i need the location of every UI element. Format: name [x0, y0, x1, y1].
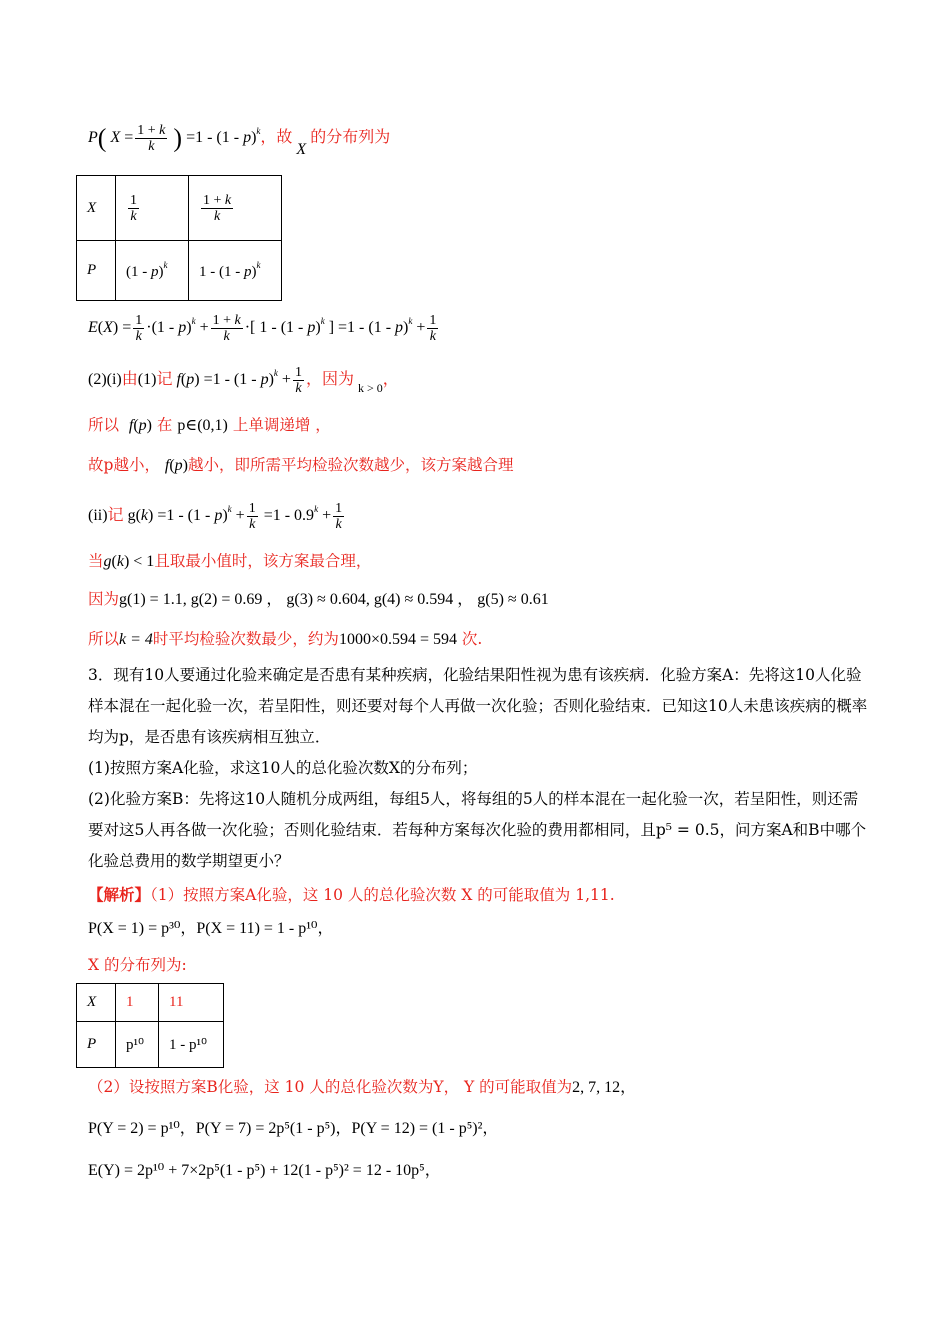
- prob-formula-line: P( X = $\frac{1 + k}{k}$ ) =1 - (1 - p)$^k$，故 X 的分布列为: [88, 122, 391, 158]
- cond-tail-text: 且取最小值时，该方案最合理，: [154, 552, 372, 570]
- expectation-line: E(X) = $\frac{1}{k}$ ·(1 - p)$^k$ + $\frac{1 + k}{k}$ ·[ 1 - (1 - p)$^k$ ] =1 - (1 - p)$^k$ + $\frac{1}{k}$: [88, 312, 437, 344]
- table1-x-header: X: [77, 176, 116, 241]
- distribution-table-1: [76, 175, 282, 301]
- table2-prob-1: p¹⁰: [116, 1022, 159, 1068]
- conclusion-b: 时平均检验次数最少，约为: [152, 630, 339, 648]
- table1-cell-1-over-k: $\frac{1}{k}$: [130, 192, 137, 224]
- table2-x-header: X: [77, 984, 116, 1022]
- distribution-table-2: [76, 983, 224, 1068]
- part2-ii-label: (ii): [88, 507, 108, 524]
- conclusion-c: 次.: [456, 630, 483, 648]
- ii-ji-text: 记: [107, 507, 124, 524]
- line1-tail: ，故: [260, 129, 293, 146]
- part2-solution-text: （2）设按照方案B化验，这 10 人的总化验次数为Y， Y 的可能取值为: [88, 1078, 573, 1096]
- part2-ii-line: (ii)记 g(k) =1 - (1 - p)$^k$ + $\frac{1}{k}$ $=1 - 0.9^k$ + $\frac{1}{k}$: [88, 500, 343, 532]
- k-equals-4: k = 4: [119, 631, 153, 648]
- gu-text: 故: [88, 456, 104, 474]
- on-text: 在: [156, 416, 173, 434]
- dang-text: 当: [88, 552, 104, 570]
- question3-part2: (2)化验方案B：先将这10人随机分成两组，每组5人，将每组的5人的样本混在一起化验一次，若呈阳性，则还需要对这5人再各做一次化验；否则化验结束．若每种方案每次化验的费用都相同，且p⁵ = 0.5，问方案A和B中哪个化验总费用的数学期望更小？: [88, 790, 867, 870]
- conclusion-a: 所以: [88, 630, 120, 648]
- part2-solution-line: [88, 1076, 636, 1099]
- interval: p∈(0,1): [177, 417, 228, 434]
- table1-cell-prob2: 1 - (1 - p)$^k$: [189, 241, 282, 301]
- k-positive: k > 0: [357, 381, 383, 395]
- increasing-text: 上单调递增 ，: [232, 416, 331, 434]
- table1-cell-1pk-over-k: $\frac{1 + k}{k}$: [203, 192, 232, 224]
- table2-value-1: 1: [116, 984, 159, 1022]
- part2-values: 2, 7, 12，: [572, 1079, 637, 1096]
- table2-prob-11: 1 - p¹⁰: [159, 1022, 224, 1068]
- because-text: ，因为: [305, 371, 354, 388]
- table2-value-11: 11: [159, 984, 224, 1022]
- ji-text: 记: [156, 371, 173, 388]
- px-line: P(X = 1) = p³⁰，P(X = 11) = 1 - p¹⁰，: [88, 920, 334, 937]
- g-values: g(1) = 1.1, g(2) = 0.69 ， g(3) ≈ 0.604, g(4) ≈ 0.594 ， g(5) ≈ 0.61: [119, 591, 549, 608]
- g-values-line: [88, 588, 549, 611]
- solution-body: （1）按照方案A化验，这 10 人的总化验次数 X 的可能取值为 1,11.: [150, 886, 615, 904]
- p-small-text: p越小，: [103, 456, 160, 474]
- you-text: 由: [121, 371, 138, 388]
- part2-i-line: (2)(i)由(1)记 f(p) =1 - (1 - p)$^k$ + $\frac{1}{k}$ ，因为 $_{k > 0}$，: [88, 364, 399, 396]
- line1-tail2: 的分布列为: [310, 129, 391, 146]
- table2-p-header: P: [77, 1022, 116, 1068]
- question3-part1: (1)按照方案A化验，求这10人的总化验次数X的分布列；: [88, 759, 478, 777]
- dist-label: X 的分布列为:: [88, 956, 187, 974]
- table1-cell-prob1: (1 - p)$^k$: [116, 241, 189, 301]
- condition-line: 当g(k) < 1且取最小值时，该方案最合理，: [88, 552, 372, 570]
- table1-p-header: P: [77, 241, 116, 301]
- yinwei-text: 因为: [88, 590, 120, 608]
- suoyi-text: 所以: [88, 416, 120, 434]
- conclusion-line: [88, 628, 482, 651]
- calc: 1000×0.594 = 594: [338, 631, 457, 648]
- smaller-line: 故p越小， f(p)越小，即所需平均检验次数越少，该方案越合理: [88, 456, 514, 474]
- py-line: P(Y = 2) = p¹⁰，P(Y = 7) = 2p⁵(1 - p⁵)，P(Y = 12) = (1 - p⁵)²，: [88, 1120, 499, 1137]
- question3-text: 3．现有10人要通过化验来确定是否患有某种疾病，化验结果阳性视为患有该疾病．化验方案A：先将这10人化验样本混在一起化验一次，若呈阳性，则还要对每个人再做一次化验；否则化验结束．已知这10人未患该疾病的概率均为p，是否患有该疾病相互独立．: [88, 666, 868, 746]
- solution-head: 【解析】: [88, 885, 151, 904]
- solution-line: [88, 884, 615, 906]
- ey-line: E(Y) = 2p¹⁰ + 7×2p⁵(1 - p⁵) + 12(1 - p⁵)² = 12 - 10p⁵，: [88, 1162, 441, 1179]
- part2-i-label: (2)(i): [88, 371, 122, 388]
- monotonic-line: 所以 f(p) 在 p∈(0,1) 上单调递增 ，: [88, 416, 331, 434]
- f-small-text: 越小，即所需平均检验次数越少，该方案越合理: [188, 456, 514, 474]
